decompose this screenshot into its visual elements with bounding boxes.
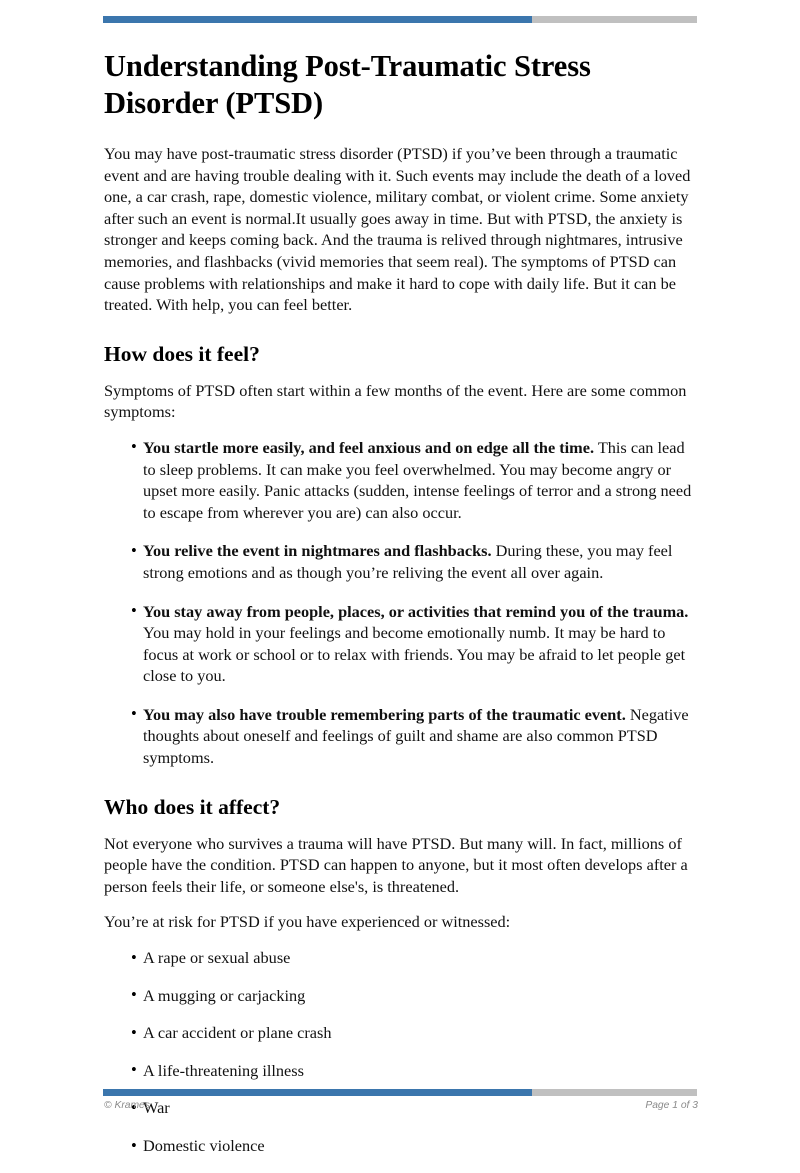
list-item: • A rape or sexual abuse	[104, 947, 698, 969]
footer-rule-gray-segment	[532, 1089, 697, 1096]
page-title: Understanding Post-Traumatic Stress Disorder (PTSD)	[104, 49, 591, 120]
section-heading-who-does-it-affect: Who does it affect?	[104, 794, 281, 819]
page-number-text: Page 1 of 3	[645, 1100, 698, 1111]
page-footer	[104, 1100, 698, 1111]
risk-intro-paragraph: You’re at risk for PTSD if you have experienced or witnessed:	[104, 912, 511, 932]
symptom-rest: During these, you may feel strong emotions and as though you’re reliving the event all over again.	[143, 541, 673, 582]
header-rule-bar	[103, 16, 697, 23]
risk-factors-list	[104, 947, 698, 1157]
section-heading-how-does-it-feel: How does it feel?	[104, 341, 260, 366]
list-item: • Domestic violence	[104, 1135, 698, 1157]
list-item	[104, 437, 698, 523]
symptom-lead: You startle more easily, and feel anxious and on edge all the time.	[143, 437, 595, 457]
symptom-rest: This can lead to sleep problems. It can make you feel overwhelmed. You may become angry or upset more easily. Panic attacks (sudden, intense feelings of terror and a strong need to escape from wherever you are) can also occur.	[143, 437, 692, 522]
list-item	[104, 704, 698, 769]
list-item: • A car accident or plane crash	[104, 1022, 698, 1044]
list-item: • A life-threatening illness	[104, 1060, 698, 1082]
symptom-lead: You relive the event in nightmares and flashbacks.	[143, 541, 492, 561]
list-item: • A mugging or carjacking	[104, 985, 698, 1007]
symptom-rest: You may hold in your feelings and become emotionally numb. It may be hard to focus at work or school or to relax with friends. You may be afraid to let people get close to you.	[143, 623, 686, 686]
symptoms-list	[104, 437, 698, 769]
document-content	[104, 48, 698, 1173]
intro-paragraph: You may have post-traumatic stress disorder (PTSD) if you’ve been through a traumatic event and are having trouble dealing with it. Such events may include the death of a loved one, a car crash, rape, domestic violence, military combat, or violent crime. Some anxiety after such an event is normal.It usually goes away in time. But with PTSD, the anxiety is stronger and keeps coming back. And the trauma is relived through nightmares, intrusive memories, and flashbacks (vivid memories that seem real). The symptoms of PTSD can cause problems with relationships and make it hard to cope with daily life. But it can be treated. With help, you can feel better.	[104, 144, 691, 315]
list-item	[104, 540, 698, 583]
header-rule-gray-segment	[532, 16, 697, 23]
symptom-lead: You stay away from people, places, or activities that remind you of the trauma.	[143, 601, 689, 621]
header-rule-blue-segment	[103, 16, 532, 23]
list-item	[104, 601, 698, 687]
symptom-lead: You may also have trouble remembering parts of the traumatic event.	[143, 704, 626, 724]
who-affects-paragraph: Not everyone who survives a trauma will have PTSD. But many will. In fact, millions of people have the condition. PTSD can happen to anyone, but it most often develops after a person feels their life, or someone else's, is threatened.	[104, 833, 688, 896]
list-item: • War	[104, 1097, 698, 1119]
copyright-text: © Krames	[104, 1100, 150, 1111]
symptoms-intro-paragraph: Symptoms of PTSD often start within a few months of the event. Here are some common symptoms:	[104, 380, 687, 422]
footer-rule-bar	[103, 1089, 697, 1096]
footer-rule-blue-segment	[103, 1089, 532, 1096]
symptom-rest: Negative thoughts about oneself and feelings of guilt and shame are also common PTSD symptoms.	[143, 704, 689, 768]
